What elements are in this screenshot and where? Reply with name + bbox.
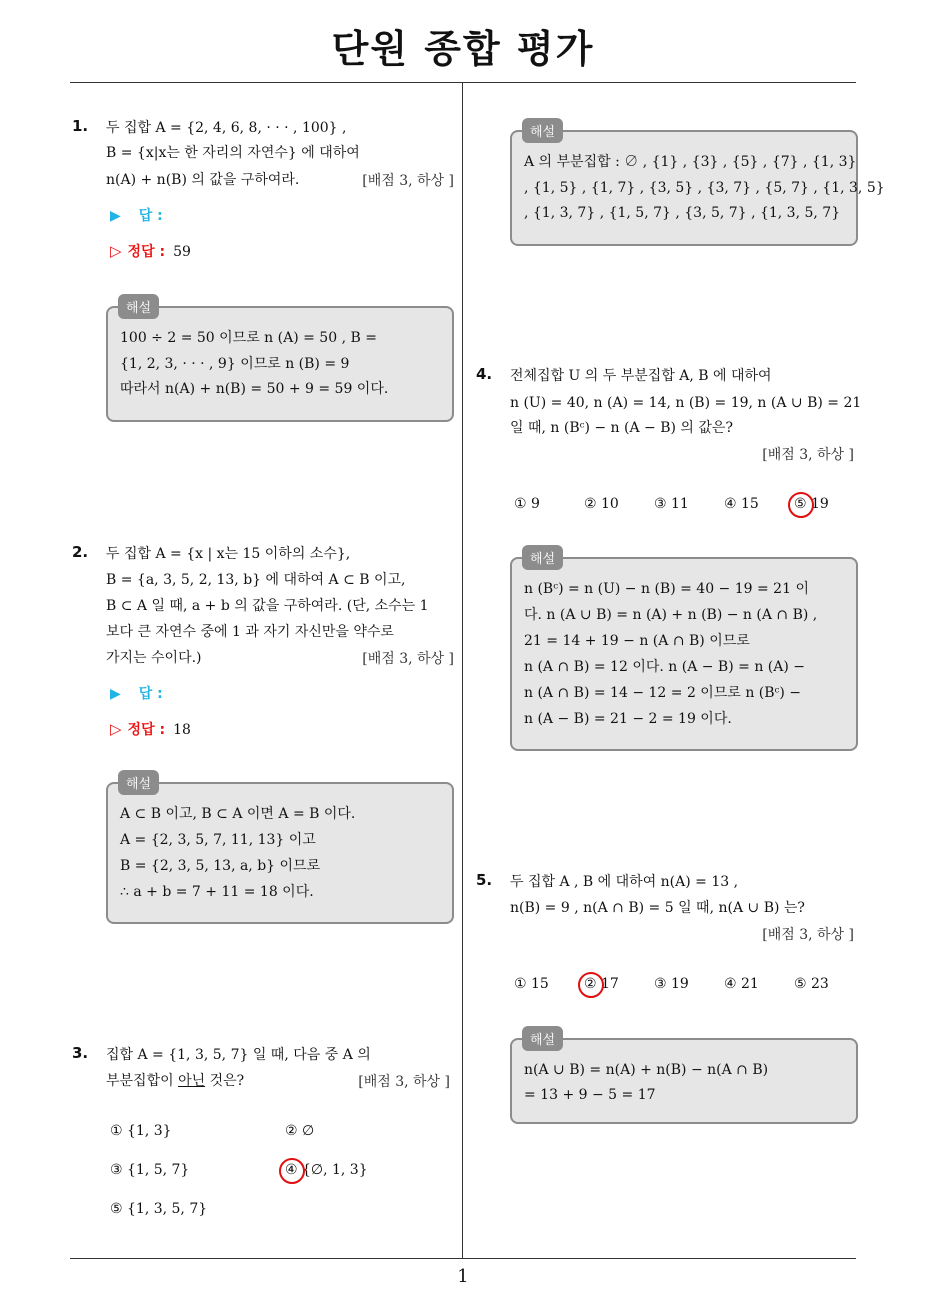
question-number: 4. [476,365,493,383]
score-tag: [배점 3, 하상 ] [362,651,454,667]
selected-answer-circle [279,1158,305,1184]
outline-triangle-icon: ▷ [110,720,122,738]
page-title: 단원 종합 평가 [331,27,595,71]
play-triangle-icon: ▶ [110,208,121,224]
top-rule [70,82,856,83]
question-text: 일 때, n (Bᶜ) − n (A − B) 의 값은? [510,420,733,436]
question-text: 부분집합이 아닌 것은? [106,1073,245,1089]
question-text: n(A) + n(B) 의 값을 구하여라. [106,172,300,188]
question-1 [72,118,454,188]
selected-answer-circle [788,492,814,518]
outline-triangle-icon: ▷ [110,242,122,260]
answer-label: 답 : [138,208,163,224]
question-text: 두 집합 A = {x | x는 15 이하의 소수}, [106,546,351,562]
explanation-badge: 해설 [522,1026,563,1051]
choice-2[interactable]: ② ∅ [285,1123,315,1139]
question-text: 두 집합 A , B 에 대하여 n(A) = 13 , [510,874,739,890]
explanation-badge: 해설 [118,770,159,795]
correct-answer [110,241,191,261]
explanation-line: A = {2, 3, 5, 7, 11, 13} 이고 [120,832,316,848]
choice-2[interactable]: ② 17 [584,976,619,992]
choice-5[interactable]: ⑤ 23 [794,976,829,992]
explanation-line: , {1, 3, 7} , {1, 5, 7} , {3, 5, 7} , {1, 3, 5, 7} [524,205,841,221]
explanation-line: n (A ∩ B) = 14 − 12 = 2 이므로 n (Bᶜ) − [524,685,802,701]
selected-answer-circle [578,972,604,998]
explanation-box [510,125,885,246]
explanation-box [510,1033,858,1124]
page-number: 1 [457,1266,469,1287]
choice-5[interactable]: ⑤ {1, 3, 5, 7} [110,1201,208,1217]
choice-4[interactable]: ④ 21 [724,976,759,992]
question-5 [476,872,854,946]
explanation-line: A 의 부분집합 : ∅ , {1} , {3} , {5} , {7} , {1, 3} [524,154,857,170]
question-text: n(B) = 9 , n(A ∩ B) = 5 일 때, n(A ∪ B) 는? [510,900,805,916]
explanation-box [510,552,858,751]
explanation-line: 다. n (A ∪ B) = n (A) + n (B) − n (A ∩ B) , [524,607,818,623]
choice-4[interactable]: ④ 15 [724,496,759,512]
answer-field[interactable] [110,205,163,225]
explanation-line: ∴ a + b = 7 + 11 = 18 이다. [120,884,314,900]
correct-value: 59 [173,244,191,260]
explanation-line: 따라서 n(A) + n(B) = 50 + 9 = 59 이다. [120,381,389,397]
question-text: n (U) = 40, n (A) = 14, n (B) = 19, n (A ∪ B) = 21 [510,395,862,411]
explanation-line: A ⊂ B 이고, B ⊂ A 이면 A = B 이다. [120,806,356,822]
underlined-word: 아닌 [178,1073,206,1089]
explanation-line: n (A ∩ B) = 12 이다. n (A − B) = n (A) − [524,659,805,675]
question-2 [72,544,454,669]
bottom-rule [70,1258,856,1259]
question-number: 5. [476,871,493,889]
question-text: 보다 큰 자연수 중에 1 과 자기 자신만을 약수로 [106,624,394,640]
question-text: 집합 A = {1, 3, 5, 7} 일 때, 다음 중 A 의 [106,1047,371,1063]
answer-field[interactable] [110,683,163,703]
question-number: 3. [72,1044,89,1062]
correct-label: 정답 : [127,722,166,738]
explanation-box [106,777,454,924]
score-tag: [배점 3, 하상 ] [358,1074,450,1090]
explanation-badge: 해설 [118,294,159,319]
choice-3[interactable]: ③ 19 [654,976,689,992]
play-triangle-icon: ▶ [110,686,121,702]
explanation-box [106,301,454,422]
question-text: B ⊂ A 일 때, a + b 의 값을 구하여라. (단, 소수는 1 [106,598,429,614]
choice-5[interactable]: ⑤ 19 [794,496,829,512]
choice-2[interactable]: ② 10 [584,496,619,512]
score-tag: [배점 3, 하상 ] [762,927,854,943]
choice-1[interactable]: ① {1, 3} [110,1123,172,1139]
explanation-badge: 해설 [522,118,563,143]
explanation-line: n(A ∪ B) = n(A) + n(B) − n(A ∩ B) [524,1062,769,1078]
question-text: B = {x|x는 한 자리의 자연수} 에 대하여 [106,145,360,161]
question-text: 두 집합 A = {2, 4, 6, 8, · · · , 100} , [106,120,347,136]
explanation-line: 21 = 14 + 19 − n (A ∩ B) 이므로 [524,633,750,649]
explanation-line: , {1, 5} , {1, 7} , {3, 5} , {3, 7} , {5, 7} , {1, 3, 5} [524,180,885,196]
choice-1[interactable]: ① 15 [514,976,549,992]
explanation-line: 100 ÷ 2 = 50 이므로 n (A) = 50 , B = [120,330,377,346]
choice-3[interactable]: ③ {1, 5, 7} [110,1162,190,1178]
explanation-line: n (Bᶜ) = n (U) − n (B) = 40 − 19 = 21 이 [524,581,809,597]
score-tag: [배점 3, 하상 ] [362,173,454,189]
question-number: 2. [72,543,89,561]
column-divider [462,82,463,1259]
question-text: B = {a, 3, 5, 2, 13, b} 에 대하여 A ⊂ B 이고, [106,572,406,588]
explanation-badge: 해설 [522,545,563,570]
correct-answer [110,719,191,739]
correct-value: 18 [173,722,191,738]
explanation-line: = 13 + 9 − 5 = 17 [524,1087,656,1103]
choice-3[interactable]: ③ 11 [654,496,689,512]
explanation-line: {1, 2, 3, · · · , 9} 이므로 n (B) = 9 [120,356,350,372]
correct-label: 정답 : [127,244,166,260]
score-tag: [배점 3, 하상 ] [762,447,854,463]
explanation-line: n (A − B) = 21 − 2 = 19 이다. [524,711,732,727]
question-4 [476,365,862,466]
question-number: 1. [72,117,89,135]
answer-label: 답 : [138,686,163,702]
question-text: 가지는 수이다.) [106,650,202,666]
choice-4[interactable]: ④ {∅, 1, 3} [285,1162,368,1178]
choice-1[interactable]: ① 9 [514,496,540,512]
question-text: 전체집합 U 의 두 부분집합 A, B 에 대하여 [510,368,772,384]
question-3 [72,1045,450,1091]
explanation-line: B = {2, 3, 5, 13, a, b} 이므로 [120,858,321,874]
